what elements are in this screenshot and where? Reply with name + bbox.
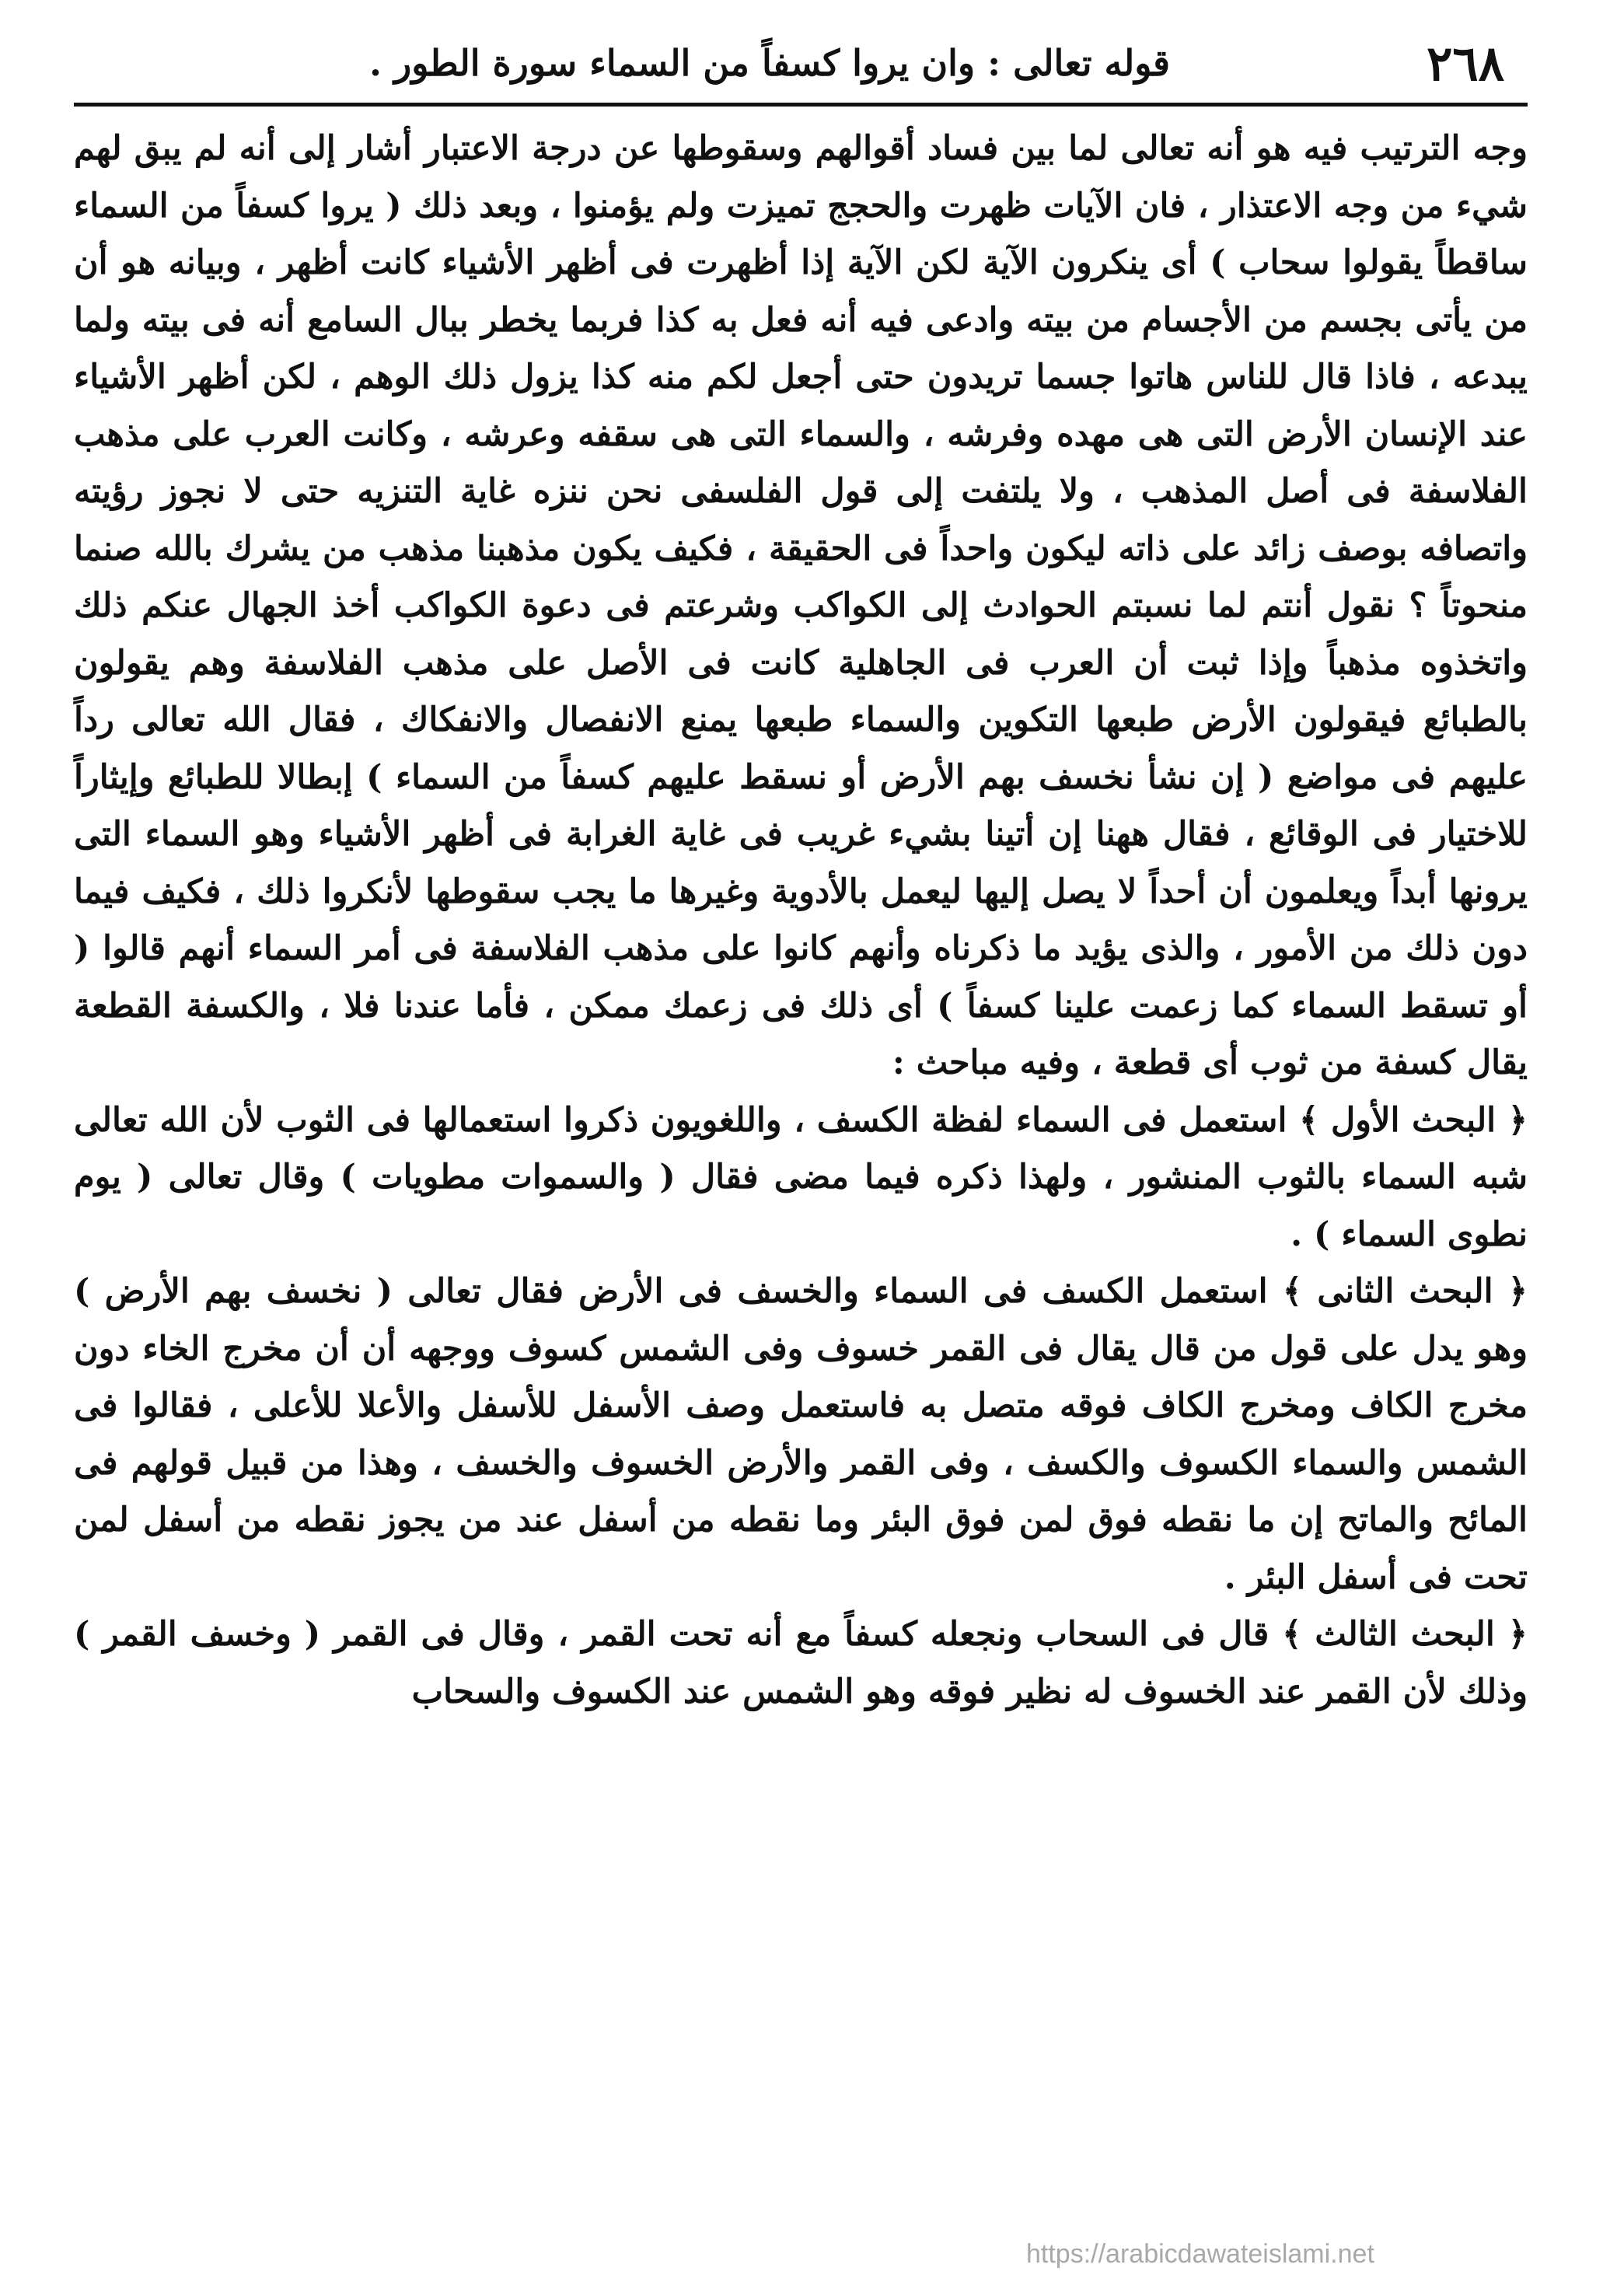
running-title: قوله تعالى : وان يروا كسفاً من السماء سورة الطور . [369,42,1170,84]
section-1-text: استعمل فى السماء لفظة الكسف ، واللغويون ذكروا استعمالها فى الثوب لأن الله تعالى شبه السماء بالثوب المنشور ، ولهذا ذكره فيما مضى فقال ( والسموات مطويات ) وقال تعالى ( يوم نطوى السماء ) . [74,1100,1528,1254]
body-text [74,121,1528,1721]
section-2-heading: ﴿ البحث الثانى ﴾ [1282,1272,1528,1311]
section-1 [74,1092,1528,1264]
watermark-url: https://arabicdawateislami.net [1026,2239,1374,2269]
section-1-heading: ﴿ البحث الأول ﴾ [1299,1100,1528,1140]
page-number: ٢٦٨ [1427,34,1504,92]
page-header [74,31,1528,95]
section-2-text: استعمل الكسف فى السماء والخسف فى الأرض فقال تعالى ( نخسف بهم الأرض ) وهو يدل على قول من قال يقال فى القمر خسوف وفى الشمس كسوف ووجهه أن أن مخرج الخاء دون مخرج الكاف ومخرج الكاف فوقه متصل به فاستعمل وصف الأسفل للأسفل والأعلا للأعلى ، فقالوا فى الشمس والسماء الكسوف والكسف ، وفى القمر والأرض الخسوف والخسف ، وهذا من قبيل قولهم فى المائح والماتح إن ما نقطه فوق لمن فوق البئر وما نقطه من أسفل عند من يجوز نقطه من أسفل لمن تحت فى أسفل البئر . [74,1272,1528,1597]
section-3 [74,1606,1528,1721]
book-page [74,31,1528,2255]
section-3-heading: ﴿ البحث الثالث ﴾ [1282,1615,1528,1654]
section-3-text: قال فى السحاب ونجعله كسفاً مع أنه تحت القمر ، وقال فى القمر ( وخسف القمر ) وذلك لأن القمر عند الخسوف له نظير فوقه وهو الشمس عند الكسوف والسحاب [74,1615,1528,1711]
intro-paragraph: وجه الترتيب فيه هو أنه تعالى لما بين فساد أقوالهم وسقوطها عن درجة الاعتبار أشار إلى أنه لم يبق لهم شيء من وجه الاعتذار ، فان الآيات ظهرت والحجج تميزت ولم يؤمنوا ، وبعد ذلك ( يروا كسفاً من السماء ساقطاً يقولوا سحاب ) أى ينكرون الآية لكن الآية إذا أظهرت فى أظهر الأشياء كانت أظهر ، وبيانه هو أن من يأتى بجسم من الأجسام من بيته وادعى فيه أنه فعل به كذا فربما يخطر ببال السامع أنه فى بيته ولما يبدعه ، فاذا قال للناس هاتوا جسما تريدون حتى أجعل لكم منه كذا يزول ذلك الوهم ، لكن أظهر الأشياء عند الإنسان الأرض التى هى مهده وفرشه ، والسماء التى هى سقفه وعرشه ، وكانت العرب على مذهب الفلاسفة فى أصل المذهب ، ولا يلتفت إلى قول الفلسفى نحن ننزه غاية التنزيه حتى لا نجوز رؤيته واتصافه بوصف زائد على ذاته ليكون واحداً فى الحقيقة ، فكيف يكون مذهبنا مذهب من يشرك بالله صنما منحوتاً ؟ نقول أنتم لما نسبتم الحوادث إلى الكواكب وشرعتم فى دعوة الكواكب أخذ الجهال عنكم ذلك واتخذوه مذهباً وإذا ثبت أن العرب فى الجاهلية كانت فى الأصل على مذهب الفلاسفة وهم يقولون بالطبائع فيقولون الأرض طبعها التكوين والسماء طبعها يمنع الانفصال والانفكاك ، فقال الله تعالى رداً عليهم فى مواضع ( إن نشأ نخسف بهم الأرض أو نسقط عليهم كسفاً من السماء ) إبطالا للطبائع وإيثاراً للاختيار فى الوقائع ، فقال ههنا إن أتينا بشيء غريب فى غاية الغرابة فى أظهر الأشياء وهو السماء التى يرونها أبداً ويعلمون أن أحداً لا يصل إليها ليعمل بالأدوية وغيرها ما يجب سقوطها لأنكروا ذلك ، فكيف فيما دون ذلك من الأمور ، والذى يؤيد ما ذكرناه وأنهم كانوا على مذهب الفلاسفة فى أمر السماء أنهم قالوا ( أو تسقط السماء كما زعمت علينا كسفاً ) أى ذلك فى زعمك ممكن ، فأما عندنا فلا ، والكسفة القطعة يقال كسفة من ثوب أى قطعة ، وفيه مباحث : [74,129,1528,1082]
section-2 [74,1263,1528,1606]
header-rule [74,103,1528,107]
